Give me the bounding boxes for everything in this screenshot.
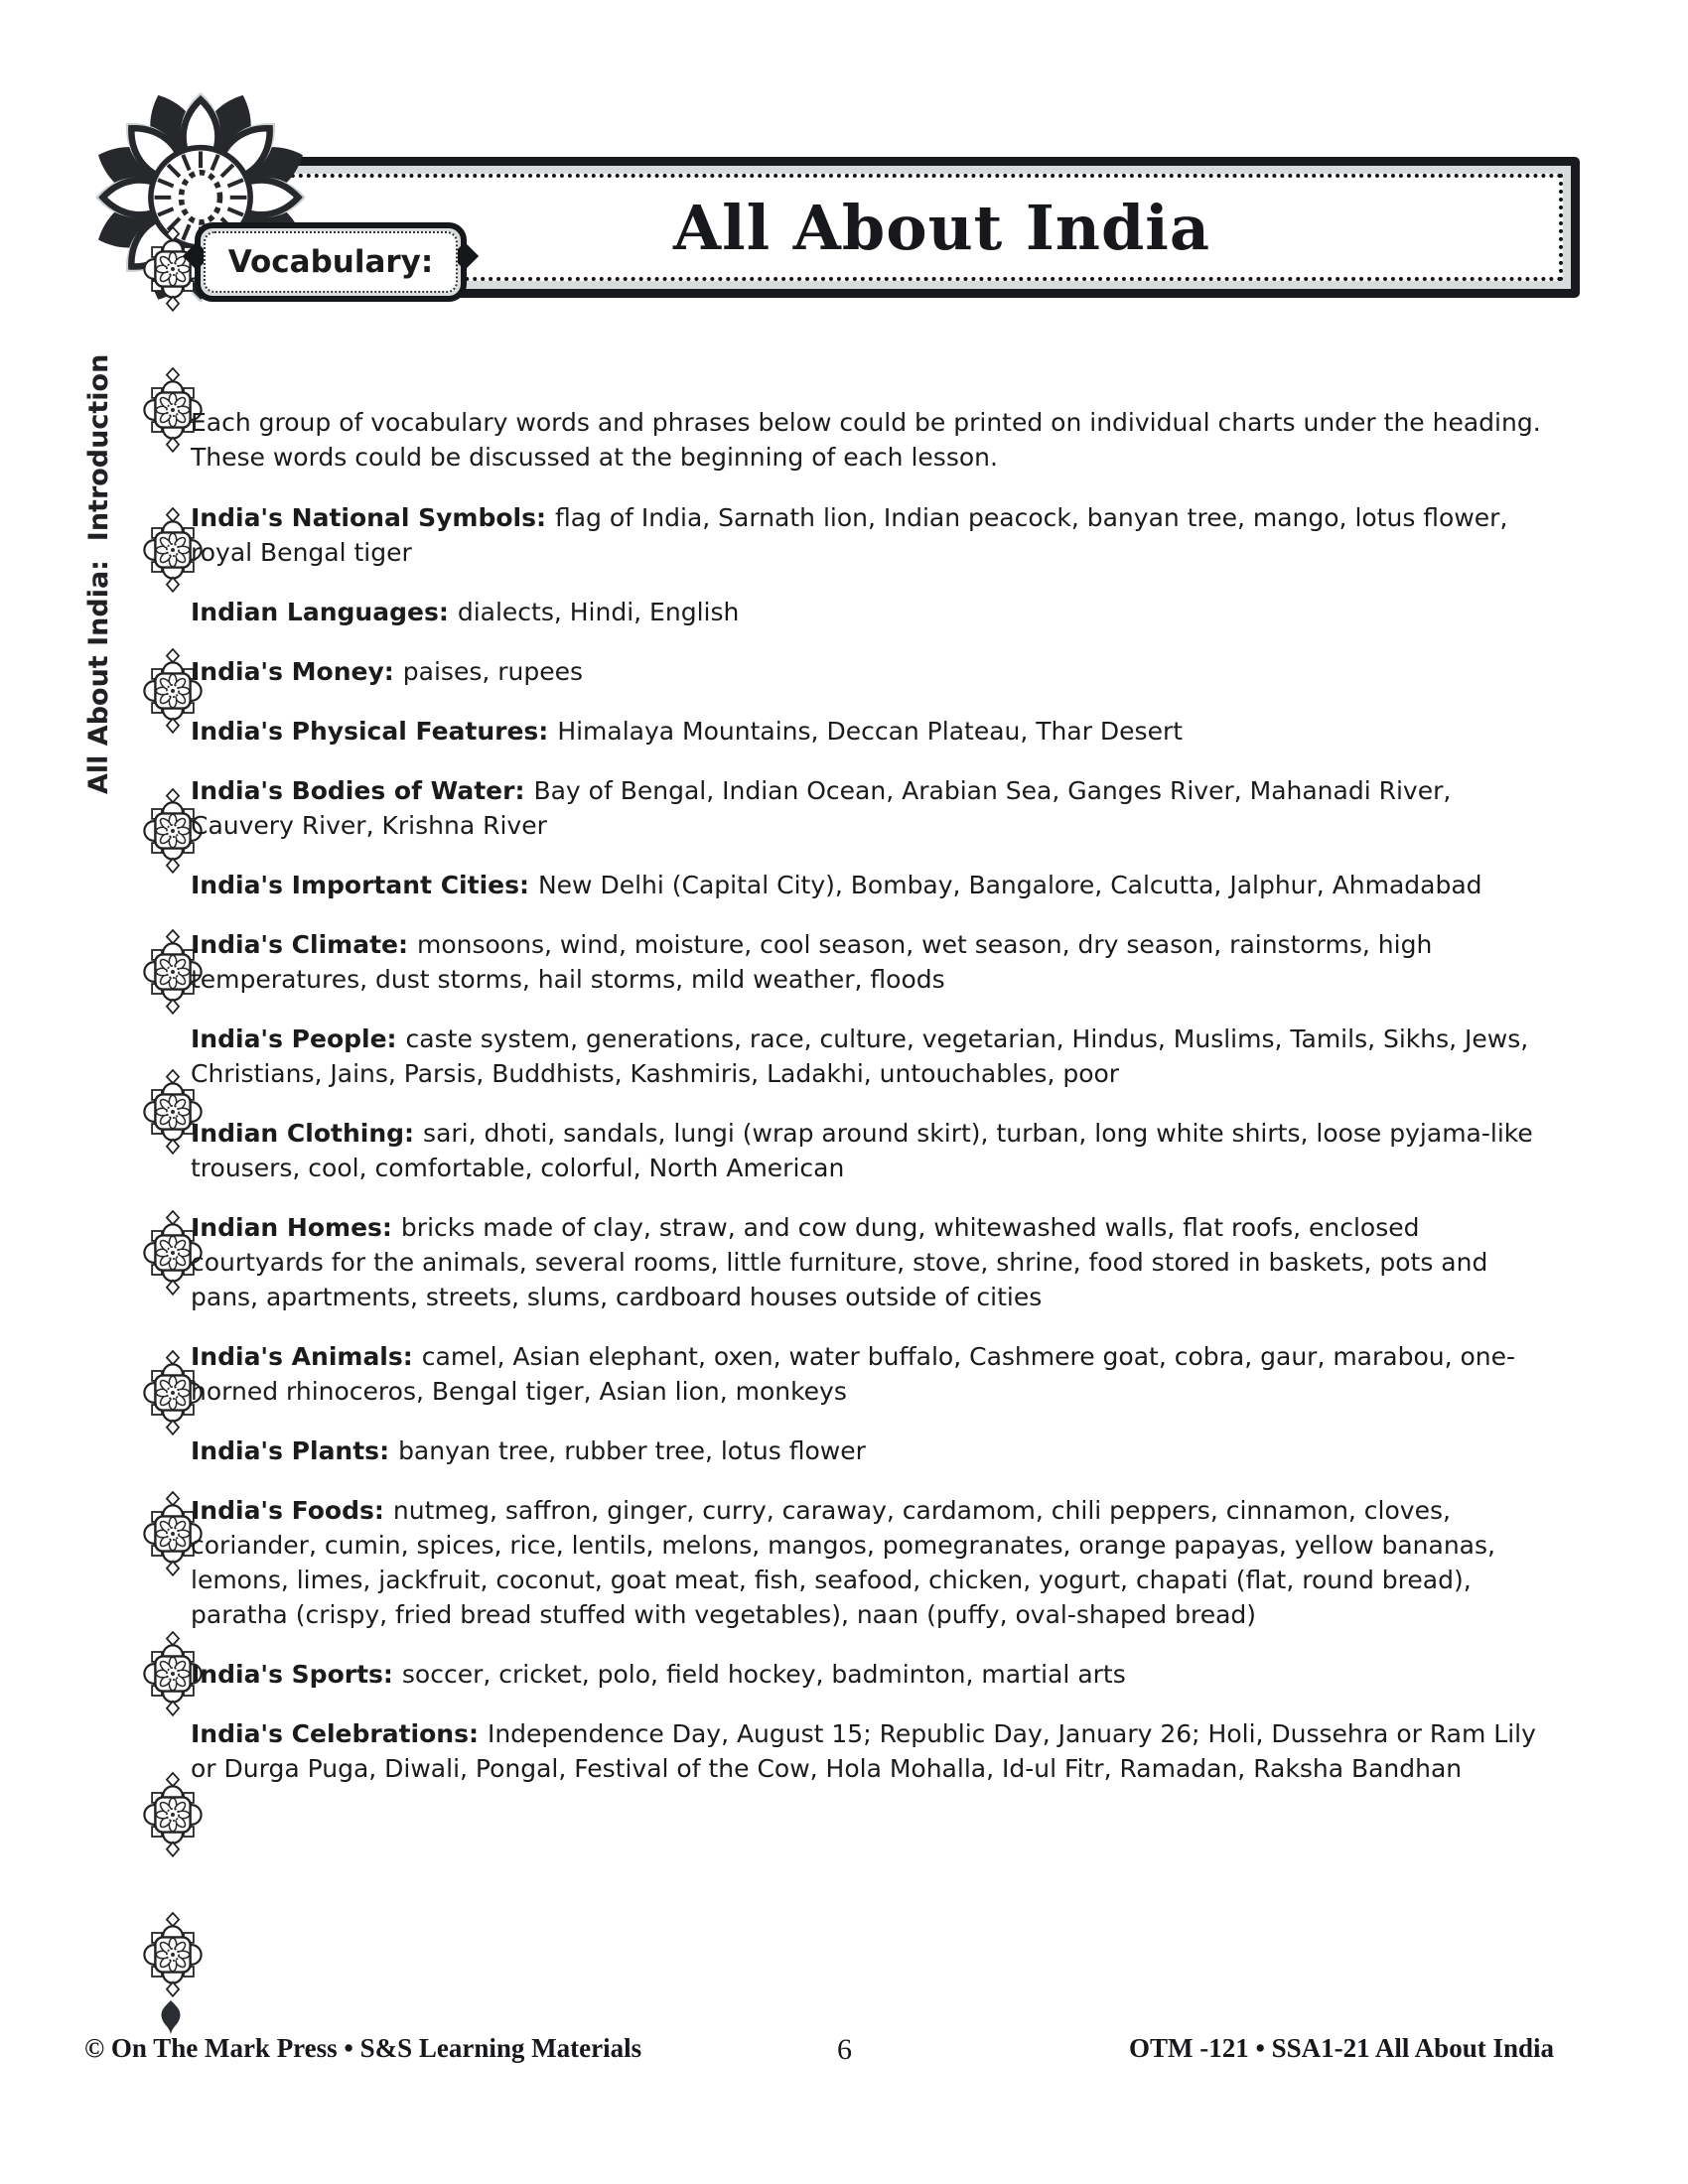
vocab-section	[191, 1022, 1557, 1091]
vocab-section	[191, 500, 1557, 570]
vocab-section	[191, 773, 1557, 843]
vocab-section	[191, 714, 1557, 749]
vocab-section	[191, 1339, 1557, 1409]
vocab-section	[191, 654, 1557, 689]
footer	[84, 2033, 1554, 2069]
page-title: All About India	[672, 191, 1211, 264]
section-label: India's Bodies of Water:	[191, 776, 525, 805]
footer-page-number: 6	[837, 2033, 852, 2066]
section-text: paises, rupees	[402, 657, 584, 686]
section-label: India's National Symbols:	[191, 503, 546, 532]
vocab-section	[191, 1657, 1557, 1692]
vocabulary-heading: Vocabulary:	[227, 244, 434, 280]
section-text: monsoons, wind, moisture, cool season, wet season, dry season, rainstorms, high temperatures, dust storms, hail storms, mild weather, floods	[191, 930, 1433, 994]
section-text: Independence Day, August 15; Republic Day, January 26; Holi, Dussehra or Ram Lily or Durga Puga, Diwali, Pongal, Festival of the Cow, Hola Mohalla, Id-ul Fitr, Ramadan, Raksha Bandhan	[191, 1719, 1536, 1783]
vocab-section	[191, 927, 1557, 997]
section-text: camel, Asian elephant, oxen, water buffalo, Cashmere goat, cobra, gaur, marabou, one-horned rhinoceros, Bengal tiger, Asian lion, monkeys	[191, 1342, 1516, 1406]
section-text: banyan tree, rubber tree, lotus flower	[398, 1436, 866, 1465]
section-label: India's Celebrations:	[191, 1719, 479, 1748]
footer-code: OTM -121 • SSA1-21 All About India	[1128, 2033, 1554, 2063]
section-label: India's People:	[191, 1024, 397, 1053]
section-label: India's Climate:	[191, 930, 408, 959]
section-label: India's Physical Features:	[191, 717, 549, 746]
section-text: New Delhi (Capital City), Bombay, Bangalore, Calcutta, Jalphur, Ahmadabad	[537, 871, 1482, 899]
vocab-section	[191, 1116, 1557, 1185]
vocab-section	[191, 595, 1557, 629]
vocab-section	[191, 868, 1557, 902]
section-text: soccer, cricket, polo, field hockey, badminton, martial arts	[401, 1660, 1126, 1689]
section-text: sari, dhoti, sandals, lungi (wrap around skirt), turban, long white shirts, loose pyjama-like trousers, cool, comfortable, colorful, North American	[191, 1119, 1533, 1182]
section-text: dialects, Hindi, English	[457, 598, 740, 626]
section-label: India's Money:	[191, 657, 394, 686]
intro-paragraph: Each group of vocabulary words and phrases below could be printed on individual charts under the heading. These words could be discussed at the beginning of each lesson.	[191, 408, 1557, 472]
section-label: India's Plants:	[191, 1436, 390, 1465]
section-label: India's Important Cities:	[191, 871, 529, 899]
section-text: caste system, generations, race, culture, vegetarian, Hindus, Muslims, Tamils, Sikhs, Jews, Christians, Jains, Parsis, Buddhists, Kashmiris, Ladakhi, untouchables, poor	[191, 1024, 1529, 1088]
section-label: India's Animals:	[191, 1342, 413, 1371]
vocabulary-content	[191, 405, 1557, 1811]
vocabulary-badge-inner	[204, 231, 458, 293]
section-list	[191, 500, 1557, 1786]
vocab-section	[191, 1433, 1557, 1468]
section-text: Himalaya Mountains, Deccan Plateau, Thar Desert	[557, 717, 1184, 746]
vocab-section	[191, 1716, 1557, 1786]
footer-publisher: © On The Mark Press • S&S Learning Materials	[84, 2033, 642, 2063]
vocabulary-badge	[195, 222, 467, 302]
rosette-medallion-icon	[140, 1912, 206, 1997]
sidebar-label: All About India: Introduction	[83, 353, 114, 794]
section-label: Indian Clothing:	[191, 1119, 415, 1148]
section-label: India's Sports:	[191, 1660, 393, 1689]
section-text: flag of India, Sarnath lion, Indian peacock, banyan tree, mango, lotus flower, royal Bengal tiger	[191, 503, 1508, 567]
section-label: India's Foods:	[191, 1496, 384, 1525]
section-text: bricks made of clay, straw, and cow dung, whitewashed walls, flat roofs, enclosed courtyards for the animals, several rooms, little furniture, stove, shrine, food stored in baskets, pots and pans, apartments, streets, slums, cardboard houses outside of cities	[191, 1213, 1488, 1311]
section-text: Bay of Bengal, Indian Ocean, Arabian Sea, Ganges River, Mahanadi River, Cauvery River, Krishna River	[191, 776, 1452, 840]
section-text: nutmeg, saffron, ginger, curry, caraway, cardamom, chili peppers, cinnamon, cloves, coriander, cumin, spices, rice, lentils, melons, mangos, pomegranates, orange papayas, yellow bananas, lemons, limes, jackfruit, coconut, goat meat, fish, seafood, chicken, yogurt, chapati (flat, round bread), paratha (crispy, fried bread stuffed with vegetables), naan (puffy, oval-shaped bread)	[191, 1496, 1495, 1629]
vocab-section	[191, 1493, 1557, 1632]
vocab-section	[191, 1210, 1557, 1314]
section-label: Indian Languages:	[191, 598, 449, 626]
section-label: Indian Homes:	[191, 1213, 392, 1242]
